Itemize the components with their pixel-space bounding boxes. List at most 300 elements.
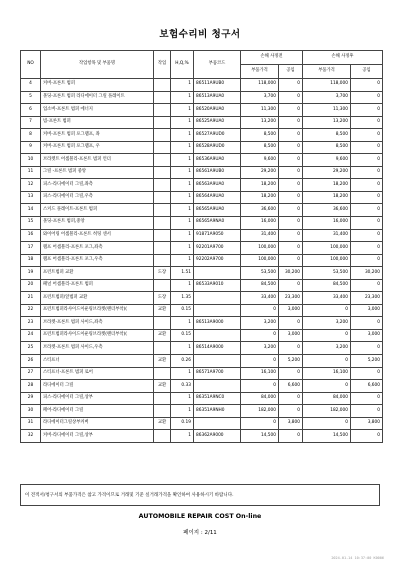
row-work [154, 254, 171, 267]
row-before-labor: 30,200 [279, 267, 303, 280]
table-row [21, 342, 383, 355]
table-row [21, 355, 383, 368]
header-after-part-price: 부품가격 [303, 65, 351, 79]
row-no: 13 [21, 191, 41, 204]
row-hq: 0.15 [171, 304, 194, 317]
row-after-part-price: 118,000 [303, 79, 351, 92]
row-after-labor: 0 [351, 204, 383, 217]
row-after-part-price: 0 [303, 304, 351, 317]
row-part-code: 86525A9UA0 [194, 116, 241, 129]
table-row [21, 229, 383, 242]
row-before-part-price: 36,600 [241, 204, 279, 217]
row-after-part-price: 11,300 [303, 104, 351, 117]
row-after-part-price: 14,500 [303, 430, 351, 443]
row-no: 25 [21, 342, 41, 355]
row-before-labor: 5,200 [279, 355, 303, 368]
row-before-part-price: 53,500 [241, 267, 279, 280]
row-before-part-price: 84,500 [241, 279, 279, 292]
row-after-part-price: 182,000 [303, 405, 351, 418]
row-before-part-price: 29,200 [241, 166, 279, 179]
row-after-labor: 0 [351, 104, 383, 117]
row-part-code: 86533A9010 [194, 279, 241, 292]
row-item: 프런트범퍼라사이드이운링브라켓(랜더부착)( [41, 329, 154, 342]
row-before-part-price: 118,000 [241, 79, 279, 92]
table-row [21, 430, 383, 443]
row-after-part-price: 8,500 [303, 129, 351, 142]
row-no: 28 [21, 380, 41, 393]
row-part-code: 86513A9UA0 [194, 91, 241, 104]
table-row [21, 254, 383, 267]
row-after-labor: 0 [351, 405, 383, 418]
row-item: 페어-라디에이터 그릴 [41, 405, 154, 418]
row-after-part-price: 0 [303, 329, 351, 342]
row-before-part-price: 0 [241, 304, 279, 317]
row-after-part-price: 9,600 [303, 154, 351, 167]
header-no: NO [21, 51, 41, 79]
row-hq: 1 [171, 367, 194, 380]
row-before-part-price: 0 [241, 355, 279, 368]
row-part-code [194, 329, 241, 342]
row-work [154, 342, 171, 355]
row-after-part-price: 16,100 [303, 367, 351, 380]
row-before-part-price: 13,200 [241, 116, 279, 129]
row-work [154, 166, 171, 179]
row-work: 도장 [154, 292, 171, 305]
row-before-part-price: 9,600 [241, 154, 279, 167]
row-part-code: 86565A9NA0 [194, 217, 241, 230]
row-after-labor: 5,200 [351, 355, 383, 368]
row-work [154, 91, 171, 104]
row-before-labor: 0 [279, 91, 303, 104]
row-after-part-price: 16,000 [303, 217, 351, 230]
row-work: 교환 [154, 355, 171, 368]
row-hq: 1 [171, 279, 194, 292]
row-before-part-price: 3,700 [241, 91, 279, 104]
row-part-code [194, 267, 241, 280]
page-number: 페이지 : 2/11 [183, 530, 217, 536]
row-work: 도장 [154, 267, 171, 280]
row-no: 16 [21, 229, 41, 242]
row-before-part-price: 8,500 [241, 141, 279, 154]
row-no: 31 [21, 417, 41, 430]
row-item: 피스-라디에이터 그릴,좌측 [41, 179, 154, 192]
row-no: 9 [21, 141, 41, 154]
row-work [154, 191, 171, 204]
row-after-labor: 3,000 [351, 304, 383, 317]
row-after-labor: 0 [351, 279, 383, 292]
row-before-part-price: 31,400 [241, 229, 279, 242]
row-no: 17 [21, 242, 41, 255]
row-hq: 1 [171, 242, 194, 255]
row-item: 피스-라디에이터 그릴,우측 [41, 191, 154, 204]
row-hq: 1.35 [171, 292, 194, 305]
row-after-labor: 0 [351, 254, 383, 267]
table-row [21, 267, 383, 280]
row-after-part-price: 100,000 [303, 242, 351, 255]
table-row [21, 79, 383, 92]
row-item: 패널 어셈블리-프론트 범퍼 [41, 279, 154, 292]
row-hq: 1 [171, 405, 194, 418]
row-hq: 1 [171, 104, 194, 117]
row-item: 스커드 플레이트-프론트 범퍼 [41, 204, 154, 217]
row-hq: 1 [171, 116, 194, 129]
row-after-part-price: 84,000 [303, 392, 351, 405]
row-work [154, 104, 171, 117]
table-row [21, 91, 383, 104]
row-before-labor: 0 [279, 317, 303, 330]
row-hq: 0.15 [171, 329, 194, 342]
row-item: 램프 어셈블리-프론트 포그,좌측 [41, 242, 154, 255]
row-work: 교환 [154, 380, 171, 393]
row-before-part-price: 14,500 [241, 430, 279, 443]
row-before-part-price: 18,200 [241, 179, 279, 192]
row-after-labor: 3,000 [351, 329, 383, 342]
row-item: 업소버-프론트 범퍼 에너지 [41, 104, 154, 117]
row-item: 스티프너-프론트 범퍼 로어 [41, 367, 154, 380]
row-item: 그릴 -프론트 범퍼 중앙 [41, 166, 154, 179]
row-before-labor: 0 [279, 179, 303, 192]
row-after-labor: 3,800 [351, 417, 383, 430]
row-no: 14 [21, 204, 41, 217]
row-before-part-price: 33,400 [241, 292, 279, 305]
repair-cost-table [20, 50, 383, 443]
table-body [21, 79, 383, 443]
row-part-code: 91871A9050 [194, 229, 241, 242]
row-work: 교환 [154, 417, 171, 430]
row-no: 19 [21, 267, 41, 280]
row-before-part-price: 16,000 [241, 217, 279, 230]
row-part-code: 86513A9000 [194, 317, 241, 330]
row-hq: 1 [171, 204, 194, 217]
row-hq: 1 [171, 392, 194, 405]
row-no: 30 [21, 405, 41, 418]
row-before-labor: 0 [279, 279, 303, 292]
row-after-part-price: 100,000 [303, 254, 351, 267]
table-row [21, 116, 383, 129]
row-hq: 1 [171, 317, 194, 330]
row-before-part-price: 100,000 [241, 254, 279, 267]
row-before-labor: 3,000 [279, 329, 303, 342]
row-no: 27 [21, 367, 41, 380]
table-row [21, 405, 383, 418]
header-before-part-price: 부품가격 [241, 65, 279, 79]
row-work [154, 129, 171, 142]
row-part-code: 86520A9UA0 [194, 104, 241, 117]
row-hq: 1 [171, 91, 194, 104]
row-after-labor: 0 [351, 229, 383, 242]
row-after-part-price: 84,500 [303, 279, 351, 292]
row-part-code: 86362A9000 [194, 430, 241, 443]
row-before-labor: 0 [279, 217, 303, 230]
row-no: 15 [21, 217, 41, 230]
row-no: 8 [21, 129, 41, 142]
row-before-labor: 0 [279, 166, 303, 179]
row-hq: 1 [171, 129, 194, 142]
row-work [154, 204, 171, 217]
row-no: 12 [21, 179, 41, 192]
row-hq: 1 [171, 79, 194, 92]
row-item: 스티프너 [41, 355, 154, 368]
row-work [154, 229, 171, 242]
row-part-code [194, 292, 241, 305]
row-after-labor: 0 [351, 430, 383, 443]
row-part-code [194, 355, 241, 368]
table-row [21, 417, 383, 430]
row-before-part-price: 3,200 [241, 342, 279, 355]
row-no: 4 [21, 79, 41, 92]
row-before-labor: 0 [279, 154, 303, 167]
page-title: 보험수리비 청구서 [159, 29, 241, 40]
row-before-labor: 0 [279, 204, 303, 217]
row-no: 24 [21, 329, 41, 342]
row-after-labor: 0 [351, 342, 383, 355]
row-no: 7 [21, 116, 41, 129]
row-item: 와이어링 어셈블리-프론트 히팅 센서 [41, 229, 154, 242]
print-timestamp: 2024-01-14 10:37:00 K0006 [331, 556, 384, 560]
row-before-part-price: 182,000 [241, 405, 279, 418]
row-item: 커버-프론트 범퍼 포그램프, 좌 [41, 129, 154, 142]
row-before-labor: 6,600 [279, 380, 303, 393]
row-part-code: 86514A9000 [194, 342, 241, 355]
row-part-code: 86528A9UD0 [194, 141, 241, 154]
row-work [154, 141, 171, 154]
row-item: 프런트범퍼라사이드이운링브라켓(랜더부착)( [41, 304, 154, 317]
row-after-labor: 0 [351, 116, 383, 129]
row-hq: 1 [171, 191, 194, 204]
row-before-part-price: 0 [241, 329, 279, 342]
row-no: 21 [21, 292, 41, 305]
row-before-labor: 0 [279, 342, 303, 355]
row-after-labor: 0 [351, 317, 383, 330]
row-hq: 1 [171, 141, 194, 154]
row-no: 10 [21, 154, 41, 167]
row-after-labor: 30,200 [351, 267, 383, 280]
row-work [154, 116, 171, 129]
row-work [154, 242, 171, 255]
table-row [21, 154, 383, 167]
row-after-labor: 0 [351, 166, 383, 179]
row-no: 6 [21, 104, 41, 117]
row-after-part-price: 36,600 [303, 204, 351, 217]
row-after-labor: 0 [351, 392, 383, 405]
row-after-part-price: 31,400 [303, 229, 351, 242]
row-after-labor: 0 [351, 217, 383, 230]
row-no: 22 [21, 304, 41, 317]
row-after-part-price: 8,500 [303, 141, 351, 154]
row-work [154, 430, 171, 443]
row-before-labor: 0 [279, 191, 303, 204]
row-before-labor: 0 [279, 116, 303, 129]
row-no: 32 [21, 430, 41, 443]
row-no: 5 [21, 91, 41, 104]
row-hq: 1 [171, 166, 194, 179]
table-row [21, 129, 383, 142]
row-work [154, 392, 171, 405]
row-work [154, 79, 171, 92]
row-work [154, 217, 171, 230]
table-row [21, 141, 383, 154]
header-after-labor: 공임 [351, 65, 383, 79]
row-after-part-price: 18,200 [303, 179, 351, 192]
table-row [21, 179, 383, 192]
row-after-part-price: 0 [303, 417, 351, 430]
row-before-labor: 0 [279, 129, 303, 142]
row-hq: 1 [171, 430, 194, 443]
row-part-code: 86571A9700 [194, 367, 241, 380]
row-before-part-price: 100,000 [241, 242, 279, 255]
row-work [154, 317, 171, 330]
row-no: 20 [21, 279, 41, 292]
row-part-code [194, 417, 241, 430]
table-row [21, 329, 383, 342]
footer-title: AUTOMOBILE REPAIR COST On-line [138, 513, 262, 520]
row-after-labor: 0 [351, 129, 383, 142]
row-item: 브라켓-프론트 범퍼 사이드,좌측 [41, 317, 154, 330]
row-hq: 1 [171, 254, 194, 267]
row-before-labor: 0 [279, 229, 303, 242]
row-no: 23 [21, 317, 41, 330]
row-part-code: 86351A9NC0 [194, 392, 241, 405]
table-row [21, 104, 383, 117]
row-item: 피스-라디에이터 그릴,상부 [41, 392, 154, 405]
row-after-labor: 0 [351, 79, 383, 92]
table-row [21, 166, 383, 179]
row-after-labor: 0 [351, 154, 383, 167]
row-hq: 1 [171, 229, 194, 242]
row-item: 몰딩-프론트 범퍼 라디에이터 그릴 플레이트 [41, 91, 154, 104]
row-item: 프런트범퍼 교환 [41, 267, 154, 280]
row-before-labor: 0 [279, 430, 303, 443]
row-after-labor: 23,300 [351, 292, 383, 305]
row-part-code: 86563A9UA0 [194, 179, 241, 192]
row-item: 램프 어셈블리-프론트 포그,우측 [41, 254, 154, 267]
row-hq: 1 [171, 154, 194, 167]
row-before-labor: 0 [279, 242, 303, 255]
row-before-labor: 3,000 [279, 304, 303, 317]
header-row-top [21, 51, 383, 65]
row-after-labor: 0 [351, 191, 383, 204]
row-part-code: 86351A9NH0 [194, 405, 241, 418]
row-before-labor: 3,800 [279, 417, 303, 430]
header-item: 작업항목 및 부품명 [41, 51, 154, 79]
row-work: 교환 [154, 329, 171, 342]
row-before-labor: 0 [279, 392, 303, 405]
row-hq: 1 [171, 217, 194, 230]
table-row [21, 292, 383, 305]
row-hq: 1 [171, 179, 194, 192]
table-row [21, 279, 383, 292]
table-row [21, 392, 383, 405]
row-before-part-price: 11,300 [241, 104, 279, 117]
row-item: 프런트범퍼/앞범퍼 교환 [41, 292, 154, 305]
row-after-part-price: 18,200 [303, 191, 351, 204]
row-no: 18 [21, 254, 41, 267]
row-part-code: 86536A9UA0 [194, 154, 241, 167]
row-after-labor: 6,600 [351, 380, 383, 393]
row-before-part-price: 84,000 [241, 392, 279, 405]
row-after-part-price: 3,700 [303, 91, 351, 104]
table-row [21, 367, 383, 380]
row-work [154, 179, 171, 192]
row-no: 11 [21, 166, 41, 179]
row-part-code: 86511A9UB0 [194, 79, 241, 92]
row-part-code: 86527A9UD0 [194, 129, 241, 142]
header-after: 손해 사정후 [303, 51, 383, 65]
table-row [21, 191, 383, 204]
row-before-part-price: 8,500 [241, 129, 279, 142]
row-item: 빔-프론트 범퍼 [41, 116, 154, 129]
row-part-code: 86564A9UA0 [194, 191, 241, 204]
row-item: 라디에이터 그릴 [41, 380, 154, 393]
row-before-part-price: 0 [241, 380, 279, 393]
table-row [21, 204, 383, 217]
row-after-part-price: 29,200 [303, 166, 351, 179]
row-part-code [194, 380, 241, 393]
row-after-part-price: 0 [303, 355, 351, 368]
row-after-part-price: 3,200 [303, 317, 351, 330]
row-part-code: 92202A9700 [194, 254, 241, 267]
row-work: 교환 [154, 304, 171, 317]
row-after-part-price: 53,500 [303, 267, 351, 280]
header-hq: H,Q,% [171, 51, 194, 79]
row-after-labor: 0 [351, 91, 383, 104]
table-row [21, 317, 383, 330]
row-item: 몰딩-프론트 범퍼,중앙 [41, 217, 154, 230]
header-before: 손해 사정전 [241, 51, 303, 65]
row-no: 29 [21, 392, 41, 405]
row-before-labor: 0 [279, 141, 303, 154]
row-item: 커버-프론트 범퍼 [41, 79, 154, 92]
header-part-code: 부품코드 [194, 51, 241, 79]
table-row [21, 242, 383, 255]
row-before-labor: 0 [279, 405, 303, 418]
row-before-part-price: 3,200 [241, 317, 279, 330]
row-before-labor: 0 [279, 367, 303, 380]
row-no: 26 [21, 355, 41, 368]
row-hq: 1 [171, 342, 194, 355]
row-part-code: 86565A9UA0 [194, 204, 241, 217]
row-item: 브라켓-프론트 범퍼 사이드,우측 [41, 342, 154, 355]
row-item: 커버-프론트 범퍼 포그램프, 우 [41, 141, 154, 154]
header-before-labor: 공임 [279, 65, 303, 79]
row-after-labor: 0 [351, 367, 383, 380]
row-work [154, 279, 171, 292]
row-after-part-price: 13,200 [303, 116, 351, 129]
row-after-labor: 0 [351, 141, 383, 154]
row-work [154, 405, 171, 418]
row-part-code [194, 304, 241, 317]
row-after-labor: 0 [351, 179, 383, 192]
row-before-part-price: 18,200 [241, 191, 279, 204]
row-item: 브라켓트 어셈블리-프론트 범퍼 언더 [41, 154, 154, 167]
row-part-code: 92201A9700 [194, 242, 241, 255]
row-hq: 0.26 [171, 355, 194, 368]
table-row [21, 380, 383, 393]
row-work [154, 154, 171, 167]
row-item: 커버-라디에이터 그릴,상부 [41, 430, 154, 443]
row-before-labor: 0 [279, 104, 303, 117]
table-row [21, 304, 383, 317]
row-after-part-price: 3,200 [303, 342, 351, 355]
row-before-part-price: 0 [241, 417, 279, 430]
row-hq: 1.51 [171, 267, 194, 280]
row-after-labor: 0 [351, 242, 383, 255]
row-part-code: 86561A9UB0 [194, 166, 241, 179]
price-note: 이 견적서/청구서의 부품가격은 참고 가격이므로 거래및 기준 실거래가격을 확인하여 사용하시기 바랍니다. [20, 484, 380, 506]
header-work: 작업 [154, 51, 171, 79]
row-hq: 0.33 [171, 380, 194, 393]
row-after-part-price: 33,400 [303, 292, 351, 305]
